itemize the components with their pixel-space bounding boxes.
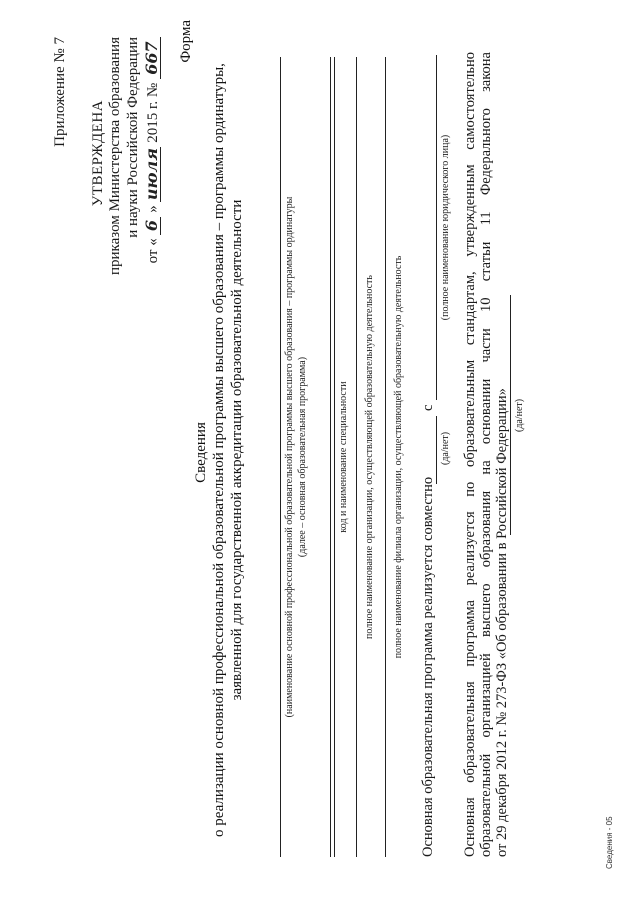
branch-line (385, 57, 386, 857)
document-title: Сведения (193, 422, 209, 483)
document-subtitle: о реализации основной профессиональной образовательной программы высшего образования – программы ординатуры, заявленной для государственной аккредитации образовательной деятельности (211, 63, 245, 837)
approved-stamp-text: УТВЕРЖДЕНА (90, 100, 106, 207)
date-day-handwritten: 6 (143, 217, 161, 235)
program-name-line (280, 57, 281, 857)
joint-yes-no-line (436, 416, 437, 484)
program-name-caption-2: (далее – основная образовательная программа) (297, 356, 308, 558)
standards-text-line-1: Основная образовательная программа реализуется по образовательным стандартам, утвержденным самостоятельно (462, 52, 478, 857)
program-name-line-2 (330, 57, 331, 857)
program-name-caption: (наименование основной профессиональной образовательной программы высшего образования – программы ординатуры (284, 196, 295, 718)
order-line-1: приказом Министерства образования (107, 37, 123, 275)
joint-with-word: с (420, 404, 436, 411)
standards-yes-no-caption: (да/нет) (514, 398, 525, 432)
form-label: Форма (178, 20, 194, 63)
branch-caption: полное наименование филиала организации, осуществляющей образовательную деятельность (393, 255, 404, 659)
appendix-number: Приложение № 7 (52, 37, 68, 147)
date-mid: » (145, 205, 161, 213)
date-month-handwritten: июля (142, 147, 161, 201)
order-line-2: и науки Российской Федерации (125, 37, 141, 238)
specialty-line (334, 57, 335, 857)
joint-yes-no-caption: (да/нет) (440, 431, 451, 465)
specialty-caption: код и наименование специальности (338, 381, 349, 533)
standards-yes-no-line (510, 295, 511, 535)
date-prefix: от « (145, 238, 161, 264)
organization-caption: полное наименование организации, осуществляющей образовательную деятельность (364, 275, 375, 639)
date-year: 2015 г. № (145, 82, 161, 143)
joint-legal-entity-caption: (полное наименование юридического лица) (440, 134, 451, 321)
joint-legal-entity-line (436, 55, 437, 400)
organization-line (356, 57, 357, 857)
order-date-line (143, 37, 162, 263)
standards-text-line-3: от 29 декабря 2012 г. № 273-ФЗ «Об образовании в Российской Федерации» (494, 388, 510, 857)
standards-text-line-2: образовательной организацией высшего образования на основании части 10 статьи 11 Федерального закона (478, 52, 494, 857)
joint-implementation-text: Основная образовательная программа реализуется совместно (420, 476, 436, 857)
order-number-handwritten: 667 (143, 37, 161, 79)
footer-form-code: Сведения - 05 (605, 816, 614, 869)
